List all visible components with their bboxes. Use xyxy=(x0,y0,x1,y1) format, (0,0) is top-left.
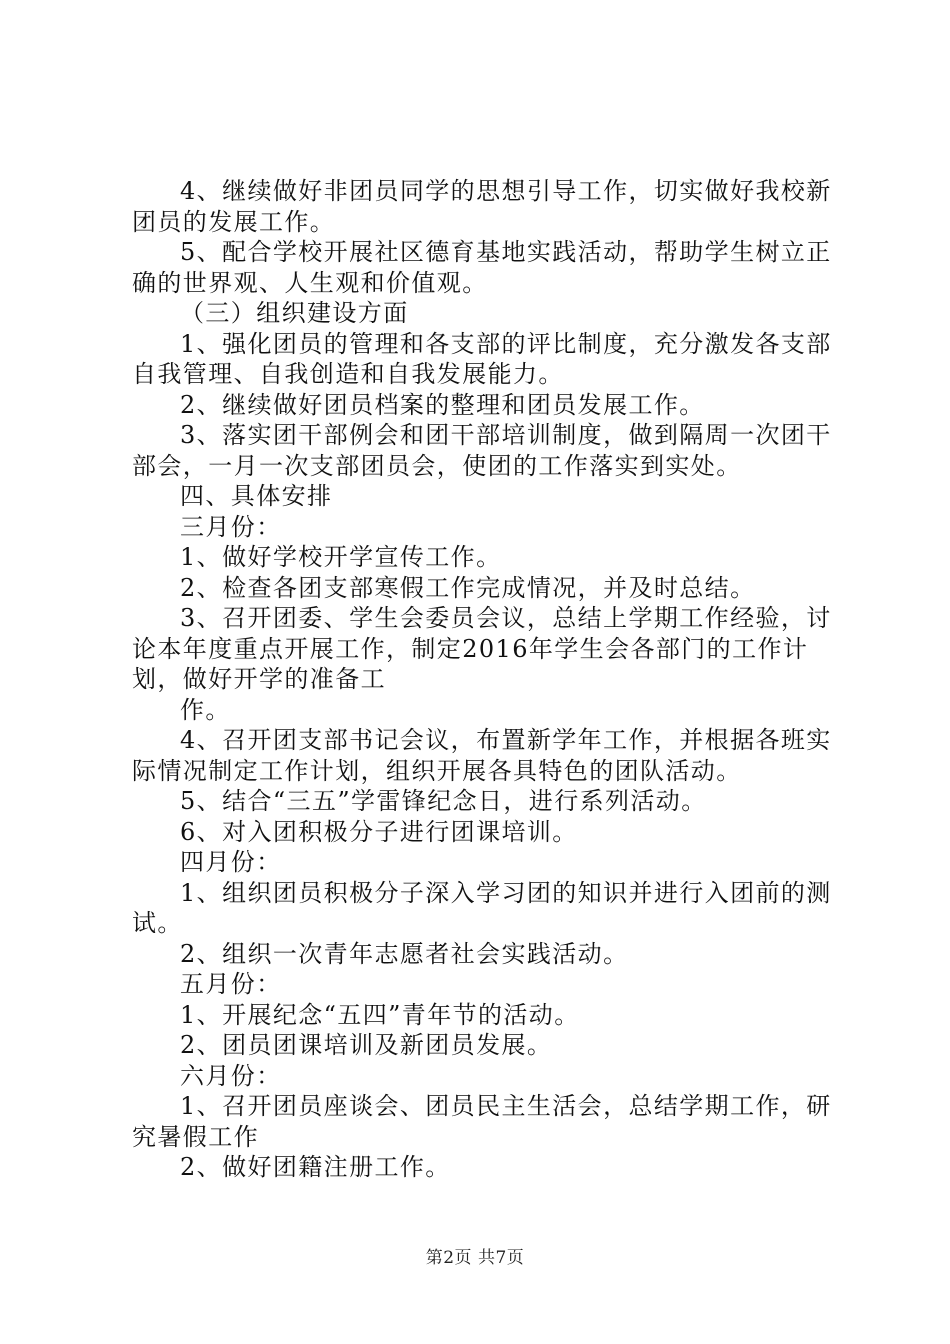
month-heading: 六月份： xyxy=(180,1061,282,1090)
month-heading: 四月份： xyxy=(180,848,282,876)
paragraph: 1、强化团员的管理和各支部的评比制度，充分激发各支部自我管理、自我创造和自我发展能力。 xyxy=(132,329,832,388)
month-heading: 五月份： xyxy=(180,970,282,998)
paragraph: 4、继续做好非团员同学的思想引导工作，切实做好我校新团员的发展工作。 xyxy=(132,177,832,236)
paragraph: 1、组织团员积极分子深入学习团的知识并进行入团前的测试。 xyxy=(132,878,832,937)
paragraph: 2、检查各团支部寒假工作完成情况，并及时总结。 xyxy=(180,573,756,602)
paragraph: 1、开展纪念“五四”青年节的活动。 xyxy=(180,1000,580,1029)
page-footer: 第2页 共7页 xyxy=(425,1248,525,1268)
paragraph: 5、配合学校开展社区德育基地实践活动，帮助学生树立正确的世界观、人生观和价值观。 xyxy=(132,238,832,297)
paragraph: 4、召开团支部书记会议，布置新学年工作，并根据各班实际情况制定工作计划，组织开展各具特色的团队活动。 xyxy=(132,726,832,785)
paragraph: 2、继续做好团员档案的整理和团员发展工作。 xyxy=(180,390,705,419)
paragraph: 6、对入团积极分子进行团课培训。 xyxy=(180,817,578,846)
paragraph: 1、做好学校开学宣传工作。 xyxy=(180,543,502,571)
section-heading: 四、具体安排 xyxy=(180,482,333,510)
paragraph: 5、结合“三五”学雷锋纪念日，进行系列活动。 xyxy=(180,787,707,815)
paragraph: 3、落实团干部例会和团干部培训制度，做到隔周一次团干部会，一月一次支部团员会，使团的工作落实到实处。 xyxy=(132,421,832,480)
month-heading: 三月份： xyxy=(180,512,282,541)
document-body xyxy=(132,176,832,1183)
paragraph: 作。 xyxy=(180,695,231,724)
paragraph: 2、组织一次青年志愿者社会实践活动。 xyxy=(180,939,629,968)
paragraph: 3、召开团委、学生会委员会议，总结上学期工作经验，讨论本年度重点开展工作，制定2016年学生会各部门的工作计划，做好开学的准备工 xyxy=(132,604,832,693)
paragraph: 1、召开团员座谈会、团员民主生活会，总结学期工作，研究暑假工作 xyxy=(132,1092,832,1151)
paragraph: 2、团员团课培训及新团员发展。 xyxy=(180,1031,553,1059)
section-heading: （三）组织建设方面 xyxy=(180,299,409,327)
paragraph: 2、做好团籍注册工作。 xyxy=(180,1153,451,1181)
